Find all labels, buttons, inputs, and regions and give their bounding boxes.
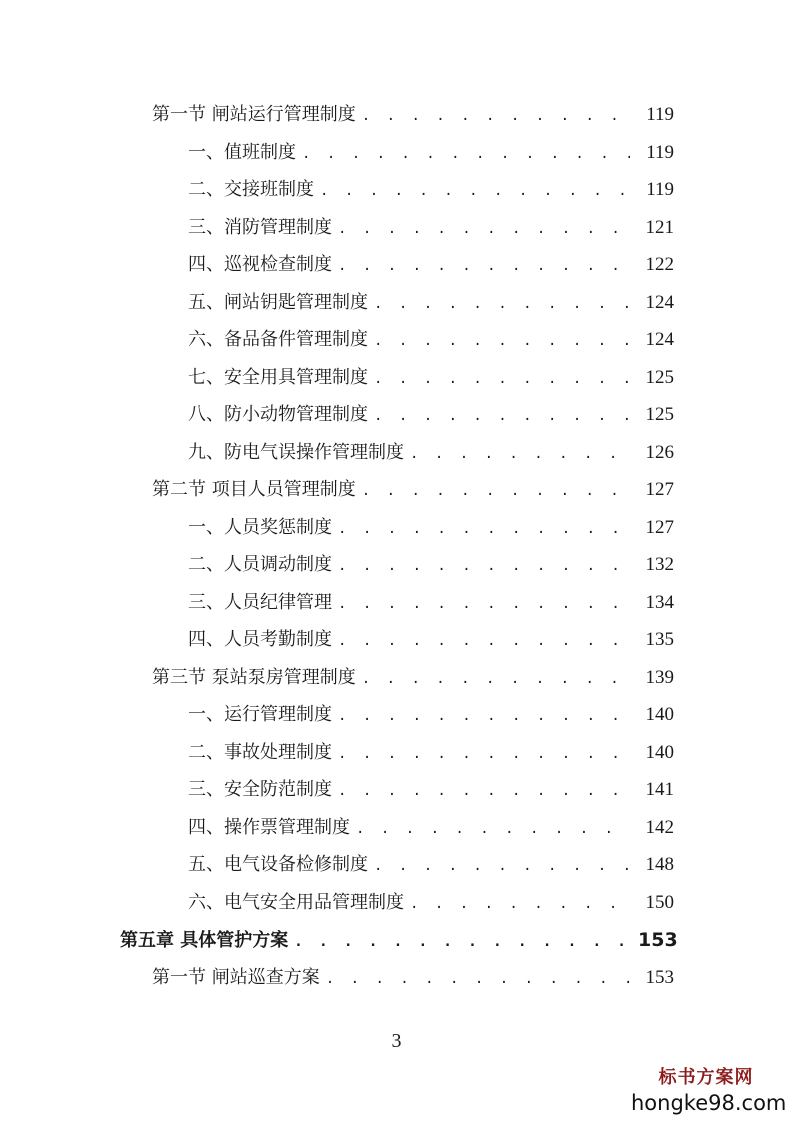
toc-entry-page: 119 bbox=[646, 179, 674, 200]
toc-entry-title: 八、防小动物管理制度 bbox=[188, 404, 368, 425]
toc-entry-page: 125 bbox=[645, 404, 674, 425]
toc-entry-item[interactable] bbox=[188, 213, 674, 243]
toc-entry-item[interactable] bbox=[188, 363, 674, 393]
toc-entry-title: 五、电气设备检修制度 bbox=[188, 854, 368, 875]
toc-entry-item[interactable] bbox=[188, 738, 674, 768]
toc-entry-title: 七、安全用具管理制度 bbox=[188, 366, 368, 388]
toc-entry-chapter[interactable] bbox=[120, 925, 678, 955]
toc-entry-item[interactable] bbox=[188, 325, 674, 355]
dot-leader bbox=[374, 851, 630, 881]
toc-entry-page: 139 bbox=[645, 666, 674, 688]
toc-entry-title: 二、交接班制度 bbox=[188, 179, 314, 200]
toc-entry-title: 一、人员奖惩制度 bbox=[188, 516, 332, 538]
dot-leader bbox=[326, 964, 630, 994]
watermark-title: 标书方案网 bbox=[658, 1067, 754, 1088]
toc-entry-item[interactable] bbox=[188, 550, 674, 580]
toc-entry-item[interactable] bbox=[188, 888, 674, 918]
toc-entry-item[interactable] bbox=[188, 288, 674, 318]
toc-entry-item[interactable] bbox=[188, 850, 674, 880]
toc-entry-page: 124 bbox=[645, 291, 674, 313]
toc-entry-title: 四、人员考勤制度 bbox=[188, 629, 332, 650]
toc-entry-title: 一、运行管理制度 bbox=[188, 704, 332, 725]
toc-entry-title: 六、备品备件管理制度 bbox=[188, 329, 368, 350]
watermark-url: hongke98.com bbox=[631, 1091, 787, 1115]
dot-leader bbox=[338, 626, 630, 656]
toc-entry-item[interactable] bbox=[188, 138, 674, 168]
toc-entry-title: 三、安全防范制度 bbox=[188, 779, 332, 800]
dot-leader bbox=[338, 214, 630, 244]
toc-entry-title: 三、人员纪律管理 bbox=[188, 591, 332, 613]
dot-leader bbox=[338, 589, 630, 619]
dot-leader bbox=[362, 664, 630, 694]
toc-entry-page: 135 bbox=[645, 629, 674, 650]
toc-entry-section[interactable] bbox=[152, 663, 674, 693]
toc-entry-item[interactable] bbox=[188, 813, 674, 843]
toc-entry-item[interactable] bbox=[188, 175, 674, 205]
dot-leader bbox=[374, 289, 630, 319]
toc-entry-page: 142 bbox=[645, 816, 674, 838]
toc-entry-page: 134 bbox=[645, 591, 674, 613]
toc-entry-page: 153 bbox=[645, 966, 674, 988]
toc-entry-title: 第三节 泵站泵房管理制度 bbox=[152, 666, 356, 688]
toc-entry-item[interactable] bbox=[188, 625, 674, 655]
toc-entry-title: 九、防电气误操作管理制度 bbox=[188, 441, 404, 463]
dot-leader bbox=[338, 776, 630, 806]
dot-leader bbox=[410, 439, 630, 469]
toc-entry-item[interactable] bbox=[188, 700, 674, 730]
dot-leader bbox=[356, 814, 630, 844]
dot-leader bbox=[362, 476, 630, 506]
site-watermark bbox=[631, 1066, 787, 1116]
dot-leader bbox=[374, 364, 630, 394]
toc-entry-page: 150 bbox=[645, 891, 674, 913]
toc-entry-title: 四、操作票管理制度 bbox=[188, 816, 350, 838]
toc-entry-page: 140 bbox=[645, 704, 674, 725]
toc-entry-page: 127 bbox=[645, 479, 674, 500]
toc-entry-title: 六、电气安全用品管理制度 bbox=[188, 891, 404, 913]
dot-leader bbox=[320, 176, 630, 206]
dot-leader bbox=[374, 326, 630, 356]
dot-leader bbox=[362, 101, 630, 131]
toc-entry-section[interactable] bbox=[152, 475, 674, 505]
toc-entry-item[interactable] bbox=[188, 400, 674, 430]
dot-leader bbox=[338, 551, 630, 581]
toc-entry-page: 121 bbox=[645, 216, 674, 238]
toc-entry-title: 第一节 闸站巡查方案 bbox=[152, 966, 320, 988]
toc-entry-page: 141 bbox=[645, 779, 674, 800]
toc-entry-page: 148 bbox=[645, 854, 674, 875]
toc-entry-page: 126 bbox=[645, 441, 674, 463]
toc-entry-title: 四、巡视检查制度 bbox=[188, 254, 332, 275]
toc-entry-item[interactable] bbox=[188, 250, 674, 280]
toc-entry-title: 三、消防管理制度 bbox=[188, 216, 332, 238]
toc-entry-section[interactable] bbox=[152, 100, 674, 130]
toc-entry-page: 122 bbox=[645, 254, 674, 275]
toc-entry-item[interactable] bbox=[188, 775, 674, 805]
toc-entry-title: 五、闸站钥匙管理制度 bbox=[188, 291, 368, 313]
toc-entry-title: 第二节 项目人员管理制度 bbox=[152, 479, 356, 500]
page-number: 3 bbox=[391, 1030, 402, 1052]
toc-entry-item[interactable] bbox=[188, 588, 674, 618]
toc-entry-page: 153 bbox=[638, 929, 678, 951]
dot-leader bbox=[410, 889, 630, 919]
toc-entry-title: 二、事故处理制度 bbox=[188, 741, 332, 763]
toc-entry-page: 125 bbox=[645, 366, 674, 388]
dot-leader bbox=[302, 139, 630, 169]
dot-leader bbox=[374, 401, 630, 431]
toc-entry-page: 132 bbox=[645, 554, 674, 575]
toc-entry-item[interactable] bbox=[188, 513, 674, 543]
dot-leader bbox=[338, 251, 630, 281]
toc-entry-page: 119 bbox=[646, 141, 674, 163]
toc-entry-title: 一、值班制度 bbox=[188, 141, 296, 163]
toc-entry-page: 124 bbox=[645, 329, 674, 350]
toc-entry-title: 第一节 闸站运行管理制度 bbox=[152, 104, 356, 125]
toc-entry-page: 140 bbox=[645, 741, 674, 763]
toc-entry-title: 第五章 具体管护方案 bbox=[120, 930, 289, 951]
toc-entry-page: 127 bbox=[645, 516, 674, 538]
toc-entry-item[interactable] bbox=[188, 438, 674, 468]
dot-leader bbox=[338, 739, 630, 769]
toc-entry-title: 二、人员调动制度 bbox=[188, 554, 332, 575]
toc-entry-page: 119 bbox=[646, 104, 674, 125]
dot-leader bbox=[338, 514, 630, 544]
dot-leader bbox=[294, 927, 630, 957]
toc-entry-section[interactable] bbox=[152, 963, 674, 993]
dot-leader bbox=[338, 701, 630, 731]
